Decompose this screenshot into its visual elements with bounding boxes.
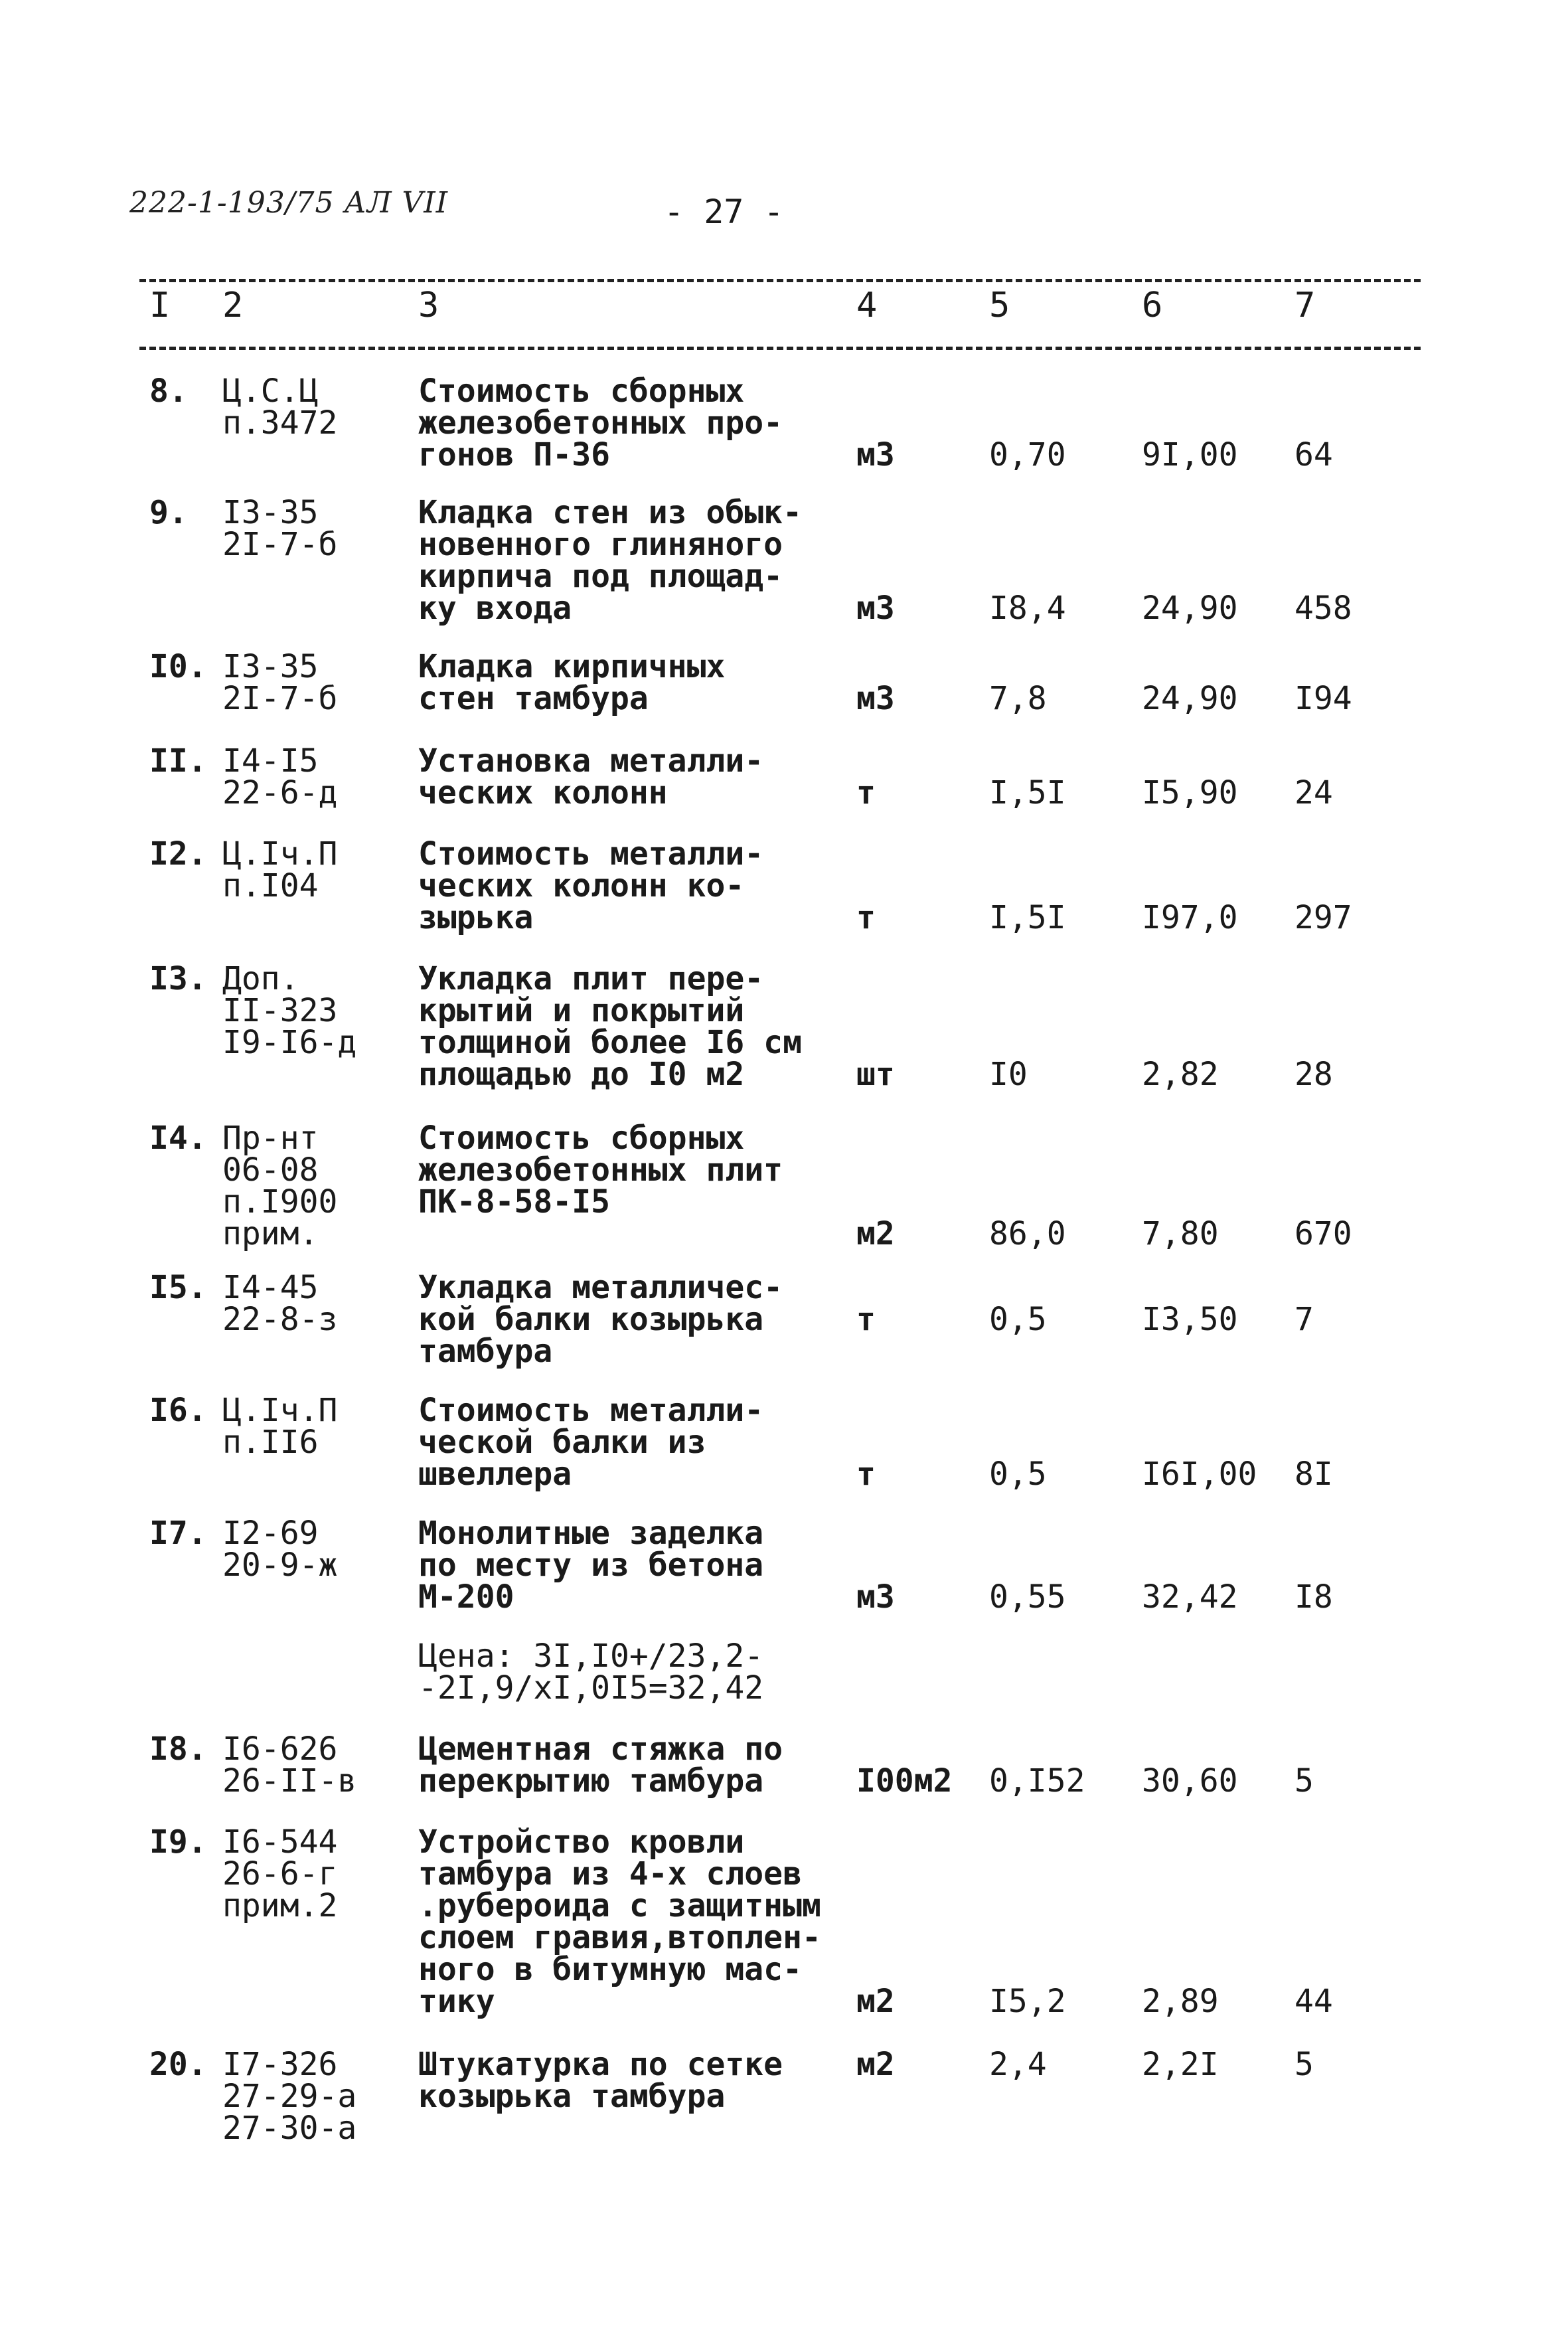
total-cost: 5 [1294,2046,1314,2083]
rate-code [222,373,338,442]
rate-code-line: I9-I6-д [222,1024,357,1061]
rate-code-line: 27-30-а [222,2110,357,2147]
work-description-line: ческих колонн [418,774,668,811]
unit: м2 [856,1983,895,2020]
unit: м3 [856,590,895,627]
rate-code [222,835,338,904]
quantity: 2,4 [989,2046,1047,2083]
work-description-line: Стоимость металли- [418,1392,764,1429]
quantity: 0,55 [989,1578,1066,1616]
quantity: I0 [989,1056,1028,1093]
row-number: I8. [149,1730,207,1768]
rate-code-line: п.I900 [222,1183,338,1220]
document-code: 222-1-193/75 АЛ VII [129,186,449,220]
row-number: 9. [149,494,188,531]
total-cost: 28 [1294,1056,1333,1093]
work-description-line: тамбура [418,1333,553,1370]
work-description [418,1823,821,2020]
rate-code [222,742,338,811]
rate-code [222,1122,337,1250]
work-description-line: Штукатурка по сетке [418,2046,783,2083]
work-description-line: площадью до I0 м2 [418,1056,745,1093]
unit: I00м2 [856,1762,953,1800]
row-number: 20. [149,2046,207,2083]
total-cost: I8 [1294,1578,1333,1616]
unit-price: 2,89 [1142,1983,1219,2020]
work-description [418,960,802,1093]
row-number: I0. [149,648,207,685]
rate-code [222,1269,338,1338]
work-description-line: тику [418,1983,495,2020]
work-description [418,494,802,627]
rate-code [222,1823,338,1924]
unit-price: 24,90 [1142,590,1238,627]
rate-code [222,1392,338,1461]
work-description [418,1515,764,1616]
rate-code-line: п.I04 [222,867,319,904]
unit-price: 7,80 [1142,1215,1219,1252]
work-description [418,648,726,717]
unit-price: 2,2I [1142,2046,1219,2083]
work-description-line: Стоимость сборных [418,1120,745,1157]
unit-price: 24,90 [1142,680,1238,717]
quantity: I,5I [989,899,1066,936]
work-description-line: кирпича под площад- [418,558,783,595]
rate-code-line: I3-35 [222,648,319,685]
rate-code-line: Пр-нт [222,1120,319,1157]
rate-code-line: Ц.С.Ц [222,373,319,410]
column-header-5: 5 [989,286,1010,325]
total-cost: 24 [1294,774,1333,811]
work-description-line: Укладка металличес- [418,1269,783,1306]
quantity: I5,2 [989,1983,1066,2020]
price-note-line: -2I,9/хI,0I5=32,42 [418,1669,764,1707]
rate-code [222,1515,338,1584]
rate-code-line: 06-08 [222,1151,319,1189]
work-description-line: козырька тамбура [418,2078,726,2115]
quantity: 0,5 [989,1456,1047,1493]
unit: м2 [856,1215,895,1252]
unit-price: I6I,00 [1142,1456,1257,1493]
rate-code-line: I4-I5 [222,742,319,780]
price-note-line: Цена: 3I,I0+/23,2- [418,1638,764,1675]
work-description-line: гонов П-36 [418,436,610,473]
rate-code-line: 27-29-а [222,2078,357,2115]
row-number: I4. [149,1120,207,1157]
rate-code-line: I2-69 [222,1515,319,1552]
quantity: I8,4 [989,590,1066,627]
rate-code-line: прим. [222,1215,319,1252]
work-description-line: зырька [418,899,534,936]
unit-price: I3,50 [1142,1301,1238,1338]
work-description-line: Цементная стяжка по [418,1730,783,1768]
work-description [418,742,764,811]
work-description-line: ческих колонн ко- [418,867,745,904]
unit-price: I5,90 [1142,774,1238,811]
rate-code-line: 2I-7-б [222,526,338,563]
work-description-line: .рубероида с защитным [418,1887,821,1924]
work-description [418,1392,764,1493]
work-description-line: ческой балки из [418,1424,706,1461]
total-cost: 64 [1294,436,1333,473]
rate-code-line: I3-35 [222,494,319,531]
rate-code [222,2046,357,2147]
work-description-line: ПК-8-58-I5 [418,1183,610,1220]
unit-price: 32,42 [1142,1578,1238,1616]
work-description-line: по месту из бетона [418,1547,764,1584]
price-note [418,1638,764,1707]
work-description-line: Кладка стен из обык- [418,494,802,531]
total-cost: 458 [1294,590,1352,627]
rate-code [222,648,338,717]
column-header-3: 3 [418,286,439,325]
rate-code-line: Ц.Iч.П [222,835,338,873]
quantity: 0,I52 [989,1762,1085,1800]
page-number: - 27 - [664,193,784,231]
work-description-line: кой балки козырька [418,1301,764,1338]
row-number: I9. [149,1823,207,1861]
work-description-line: стен тамбура [418,680,649,717]
row-number: I6. [149,1392,207,1429]
unit: т [856,899,876,936]
work-description-line: толщиной более I6 см [418,1024,802,1061]
work-description-line: железобетонных про- [418,404,783,442]
rate-code-line: Ц.Iч.П [222,1392,338,1429]
quantity: 86,0 [989,1215,1066,1252]
rate-code-line: I4-45 [222,1269,319,1306]
unit-price: 9I,00 [1142,436,1238,473]
unit-price: I97,0 [1142,899,1238,936]
rate-code-line: п.3472 [222,404,338,442]
work-description-line: Стоимость металли- [418,835,764,873]
header-top-rule [139,279,1421,282]
row-number: II. [149,742,207,780]
unit: м3 [856,1578,895,1616]
work-description-line: Стоимость сборных [418,373,745,410]
work-description-line: швеллера [418,1456,572,1493]
work-description-line: перекрытию тамбура [418,1762,764,1800]
rate-code-line: II-323 [222,992,338,1029]
unit-price: 30,60 [1142,1762,1238,1800]
work-description [418,1269,783,1370]
column-header-1: I [149,286,171,325]
unit: т [856,1456,876,1493]
rate-code-line: Доп. [222,960,299,997]
column-header-4: 4 [856,286,878,325]
work-description [418,2046,783,2115]
rate-code-line: 26-II-в [222,1762,357,1800]
row-number: I3. [149,960,207,997]
quantity: 7,8 [989,680,1047,717]
rate-code [222,494,338,563]
header-bottom-rule [139,347,1421,350]
quantity: I,5I [989,774,1066,811]
rate-code-line: I6-544 [222,1823,338,1861]
rate-code-line: I6-626 [222,1730,338,1768]
column-header-2: 2 [222,286,244,325]
row-number: 8. [149,373,188,410]
column-header-6: 6 [1142,286,1163,325]
rate-code-line: 26-6-г [222,1855,338,1892]
row-number: I5. [149,1269,207,1306]
rate-code-line: прим.2 [222,1887,338,1924]
rate-code [222,1730,357,1800]
work-description-line: ного в битумную мас- [418,1951,802,1988]
rate-code-line: 22-6-д [222,774,338,811]
total-cost: 670 [1294,1215,1352,1252]
quantity: 0,5 [989,1301,1047,1338]
work-description [418,1730,783,1800]
work-description-line: Кладка кирпичных [418,648,726,685]
quantity: 0,70 [989,436,1066,473]
total-cost: 8I [1294,1456,1333,1493]
row-number: I2. [149,835,207,873]
work-description-line: ку входа [418,590,572,627]
work-description-line: Устройство кровли [418,1823,745,1861]
unit: м3 [856,680,895,717]
work-description [418,375,783,471]
rate-code-line: 22-8-з [222,1301,338,1338]
total-cost: I94 [1294,680,1352,717]
unit: м3 [856,436,895,473]
row-number: I7. [149,1515,207,1552]
rate-code [222,960,357,1061]
rate-code-line: п.II6 [222,1424,319,1461]
work-description-line: тамбура из 4-х слоев [418,1855,802,1892]
rate-code-line: 2I-7-б [222,680,338,717]
work-description [418,1122,783,1218]
column-header-7: 7 [1294,286,1316,325]
total-cost: 7 [1294,1301,1314,1338]
unit: т [856,1301,876,1338]
work-description-line: Установка металли- [418,742,764,780]
unit: т [856,774,876,811]
work-description-line: новенного глиняного [418,526,783,563]
unit-price: 2,82 [1142,1056,1219,1093]
work-description-line: Монолитные заделка [418,1515,764,1552]
total-cost: 5 [1294,1762,1314,1800]
work-description [418,835,764,936]
unit: м2 [856,2046,895,2083]
total-cost: 44 [1294,1983,1333,2020]
unit: шт [856,1056,895,1093]
rate-code-line: 20-9-ж [222,1547,338,1584]
rate-code-line: I7-326 [222,2046,338,2083]
total-cost: 297 [1294,899,1352,936]
work-description-line: М-200 [418,1578,514,1616]
work-description-line: Укладка плит пере- [418,960,764,997]
work-description-line: железобетонных плит [418,1151,783,1189]
work-description-line: слоем гравия,втоплен- [418,1919,821,1956]
work-description-line: крытий и покрытий [418,992,745,1029]
